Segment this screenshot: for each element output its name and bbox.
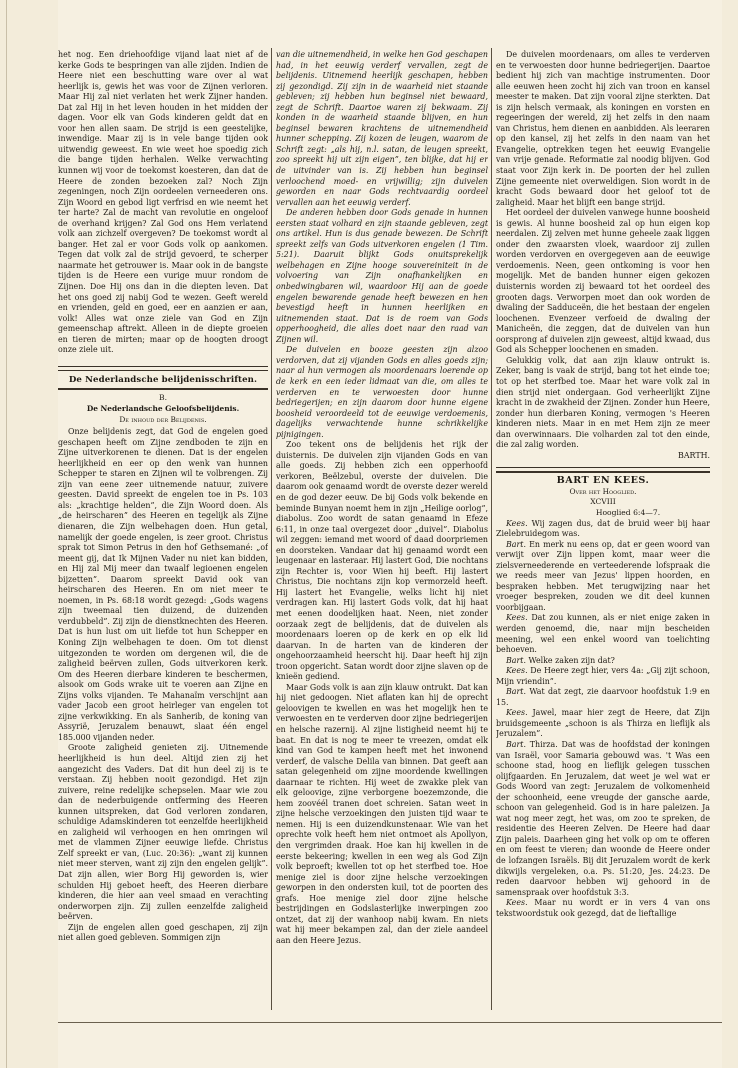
- bart-kees-reference: Hooglied 6:4—7.: [595, 507, 661, 517]
- column-2: [276, 50, 488, 1010]
- dialogue-list: [496, 519, 710, 920]
- dialogue-line: [496, 656, 710, 667]
- bart-rule-top: [496, 467, 710, 468]
- dialogue-line: [496, 613, 710, 655]
- dialogue-speaker: Bart.: [506, 687, 526, 697]
- dialogue-text: Wij zagen dus, dat de bruid weer bij haar Zielebruidegom was.: [496, 518, 710, 539]
- dialogue-line: [496, 687, 710, 708]
- column1-paragraph-top: het nog. Een driehoofdige vijand laat niet af de kerke Gods te bespringen van alle zijden. Indien de Heere niet een beschutting ware over al wat heerlijk is, gewis het was voor de Zijnen verloren. Maar Hij zal niet verlaten het werk Zijner handen. Dat zal Hij in het leven houden in het midden der dagen. Voor elk van Gods kinderen geldt dat en voor hen allen saam. De strijd is een geestelijke, inwendige. Maar zij is in vele bange tijden ook uitwendig geweest. En wie weet hoe spoedig zich die bange tijden herhalen. Welke verwachting kunnen wij voor de toekomst koesteren, dan dat de Heere de zonden bezoeken zal? Noch Zijn zegeningen, noch Zijn oordeelen verneederen ons. Zijn Woord en gebod ligt verfrisd en wie neemt het ter harte? Zal de macht van revolutie en ongeloof de overhand krijgen? Zal God ons Hem verlatend volk aan zichzelf overgeven? De toekomst wordt al banger. Het zal er voor Gods volk op aankomen. Tegen dat volk zal de strijd gevoerd, te scherper naarmate het getrouwer is. Maar ook in de bangste tijden is de Heere een vurige muur rondom de Zijnen. Doe Hij ons dan in die diepten leven. Dat het ons goed zij nabij God te wezen. Geeft wereld en vrienden, geld en goed, eer en aanzien er aan, volk! Alles wat onze ziele van God en Zijn gemeenschap aftrekt. Alleen in de diepte groeien en tieren de mirten; maar op de hoogten droogt onze ziele uit.: [58, 50, 268, 355]
- dialogue-text: De Heere zegt hier, vers 4a: „Gij zijt schoon, Mijn vriendin”.: [496, 666, 710, 686]
- dialogue-line: [496, 540, 710, 614]
- bart-kees-subtitle: Over het Hooglied.: [569, 486, 637, 496]
- column-rule-1: [271, 48, 272, 1010]
- dialogue-text: Thirza. Dat was de hoofdstad der koningen van Israël, voor Samaria gebouwd was. 't Was een schoone stad, hoog en lieflijk gelegen tusschen olijfgaarden. En Jeruzalem, dat weet je wel wat er Gods Woord van zegt: Jeruzalem de volkomenheid der schoonheid, eene vreugde der gansche aarde, schoon van gelegenheid. God is in hare paleizen. Ja wat nog meer zegt, het was, om zoo te spreken, de residentie des Heeren Zelven. De Heere had daar Zijn paleis. Daarheen ging het volk op om te offeren en om feest te vieren; dan woonde de Heere onder de lofzangen Israëls. Bij dit Jeruzalem wordt de kerk dikwijls vergeleken, o.a. Ps. 51:20, Jes. 24:23. De reden daarvoor hebben wij gehoord in de samenspraak over hoofdstuk 3:3.: [496, 740, 710, 897]
- bottom-rule: [58, 1022, 722, 1023]
- dialogue-speaker: Kees.: [506, 708, 528, 718]
- column2-paragraph: Zoo tekent ons de belijdenis het rijk der duisternis. De duivelen zijn vijanden Gods en van alle goeds. Zij hebben zich een opperhoofd verkoren, Beëlzebul, overste der duivelen. Die daarom ook genaamd wordt de overste dezer wereld en de god dezer eeuw. De bij Gods volk bekende en beminde Bunyan noemt hem in zijn „Heilige oorlog”, diabolus. Zoo wordt de satan genaamd in Efeze 6:11, in onze taal overgezet door „duivel”. Diabolus wil zeggen: iemand met woord of daad doorpriemen en doorsteken. Vandaar dat hij genaamd wordt een leugenaar en lasteraar. Hij lastert God, Die nochtans zijn Rechter is, voor Wien hij beeft. Hij lastert Christus, Die nochtans zijn kop vermorzeld heeft. Hij lastert het Evangelie, welks licht hij niet verdragen kan. Hij lastert Gods volk, dat hij haat met eenen doodelijken haat. Neen, niet zonder oorzaak zegt de belijdenis, dat de duivelen als moordenaars loeren op de kerk en op elk lid daarvan. In de harten van de kinderen der ongehoorzaamheid heerscht hij. Daar heeft hij zijn troon opgericht. Satan wordt door zijne slaven op de knieën gediend.: [276, 440, 488, 682]
- newspaper-page: [58, 0, 722, 1068]
- bart-kees-title: BART EN KEES.: [556, 475, 650, 487]
- dialogue-text: Wat dat zegt, zie daarvoor hoofdstuk 1:9 en 15.: [496, 687, 710, 707]
- dialogue-line: [496, 740, 710, 898]
- column1-paragraph: Onze belijdenis zegt, dat God de engelen goed geschapen heeft om Zijne zendboden te zijn en Zijne uitverkorenen te dienen. Dat is der engelen heerlijkheid en eer op den wenk van hunnen Schepper te staren en Zijnen wil te volbrengen. Zij zijn van eene zeer uitnemende natuur, zuivere geesten. David spreekt de engelen toe in Ps. 103 als: „krachtige helden”, die Zijn Woord doen. Als „de heirscharen” des Heeren en tegelijk als Zijne dienaren, die Zijn welbehagen doen. Hun getal, namelijk der goede engelen, is zeer groot. Christus sprak tot Simon Petrus in den hof Gethsemané: „of meent gij, dat Ik Mijnen Vader nu niet kan bidden, en Hij zal Mij meer dan twaalf legioenen engelen bijzetten”. Daarom spreekt David ook van heirscharen des Heeren. En om niet meer te noemen, in Ps. 68:18 wordt gezegd: „Gods wagens zijn tweemaal tien duizend, de duizenden verdubbeld”. Zij zijn de dienstknechten des Heeren. Dat is hun lust om uit liefde tot hun Schepper en Koning Zijn welbehagen te doen. Om tot dienst uitgezonden te worden om dergenen wil, die de zaligheid beërven zullen, Gods uitverkoren kerk. Om des Heeren dierbare kinderen te beschermen, alsook om Gods wrake uit te voeren aan Zijne en Zijns volks vijanden. Te Mahanaïm verschijnt aan vader Jacob een groot heirleger van engelen tot zijne verkwikking. En als Sanherib, de koning van Assyrië, Jeruzalem benauwt, slaat één engel 185.000 vijanden neder.: [58, 427, 268, 742]
- section-letter: B.: [159, 393, 167, 403]
- column2-paragraph: van die uitnemendheid, in welke hen God geschapen had, in het eeuwig verderf vervallen, zegt de belijdenis. Uitnemend heerlijk geschapen, hebben zij gezondigd. Zij zijn in de waarheid niet staande gebleven; zij hebben hun beginsel niet bewaard, zegt de Schrift. Daartoe waren zij bekwaam. Zij konden in de waarheid staande blijven, en hun beginsel bewaren krachtens de uitnemendheid hunner schepping. Zij kozen de leugen, waarom de Schrift zegt: „als hij, n.l. satan, de leugen spreekt, zoo spreekt hij uit zijn eigen”, ten blijke, dat hij er de uitvinder van is. Zij hebben hun beginsel verloochend moed- en vrijwillig; zijn duivelen geworden en naar Gods rechtvaardig oordeel vervallen aan het eeuwig verderf.: [276, 50, 488, 207]
- dialogue-speaker: Bart.: [506, 539, 526, 549]
- dialogue-speaker: Bart.: [506, 740, 526, 749]
- section-rule-top: [58, 366, 268, 367]
- section-title: De Nederlandsche belijdenisschriften.: [68, 374, 258, 385]
- column2-paragraph: Maar Gods volk is aan zijn klauw ontrukt. Dat kan hij niet gedoogen. Niet aflaten kan hij de oprecht geloovigen te kwellen en was het mogelijk hen te verwoesten en te verderven door zijne bedriegerijen en helsche razernij. Al zijne listigheid neemt hij te baat. En dat is nog te meer te vreezen, omdat elk kind van God te kampen heeft met het inwonend verderf, de valsche Delila van binnen. Dat geeft aan satan gelegenheid om zijne moordende kwellingen daarnaar te richten. Hij weet de zwakke plek van elk geloovige, zijne verborgene boezemzonde, die hem zoovéél tranen doet schreien. Satan weet in zijne helsche verzoekingen den juisten tijd waar te nemen. Hij is een duizendkunstenaar. Wie van het oprechte volk heeft hem niet ontmoet als Apollyon, den vergrimden draak. Hoe kan hij kwellen in de eerste bekeering; kwellen in een weg als God Zijn volk beproeft; kwellen tot op het sterfbed toe. Hoe menige ziel is door zijne helsche verzoekingen geworpen in den ondersten kuil, tot de poorten des grafs. Hoe menige ziel door zijne helsche bestrijdingen en Godslasterlijke inwerpingen zoo ontzet, dat zij der wanhoop nabij kwam. En niets wat hij meer bekampen zal, dan der ziele aandeel aan den Heere Jezus.: [276, 682, 488, 945]
- column-3: [496, 50, 710, 1010]
- dialogue-speaker: Kees.: [506, 666, 528, 676]
- dialogue-line: [496, 708, 710, 740]
- dialogue-text: Welke zaken zijn dat?: [525, 655, 615, 665]
- dialogue-speaker: Bart.: [506, 655, 526, 665]
- dialogue-speaker: Kees.: [506, 898, 528, 908]
- column2-paragraph: De anderen hebben door Gods genade in hunnen eersten staat volhard en zijn staande gebleven, zegt ons artikel. Hun is dus genade bewezen. De Schrift spreekt zelfs van Gods uitverkoren engelen (1 Tim. 5:21). Daaruit blijkt Gods onuitsprekelijk welbehagen en Zijne hooge souvereiniteit in de volvoering van Zijn onafhankelijken en onbedwingbaren wil, waardoor Hij aan de goede engelen bewarende genade heeft bewezen en hen bevestigd heeft in hunnen heerlijken en uitnemenden staat. Dat is de roem van Gods opperhoogheid, die alles doet naar den raad van Zijnen wil.: [276, 208, 488, 344]
- section-subsubtitle: De inhoud der Belijdenis.: [119, 414, 207, 424]
- dialogue-line: [496, 666, 710, 687]
- dialogue-text: Jawel, maar hier zegt de Heere, dat Zijn bruidsgemeente „schoon is als Thirza en lieflijk als Jeruzalem”.: [496, 708, 710, 739]
- dialogue-text: Maar nu wordt er in vers 4 van ons tekstwoordstuk ook gezegd, dat de lieftallige: [496, 898, 710, 918]
- dialogue-line: [496, 519, 710, 540]
- column-rule-2: [491, 48, 492, 1010]
- column2-paragraph: De duivelen en booze geesten zijn alzoo verdorven, dat zij vijanden Gods en alles goeds zijn; naar al hun vermogen als moordenaars loerende op de kerk en een ieder lidmaat van die, om alles te verderven en te verwoesten door hunne bedriegerijen; en zijn daarom door hunne eigene boosheid veroordeeld tot de eeuwige verdoemenis, dagelijks verwachtende hunne schrikkelijke pijnigingen.: [276, 345, 488, 439]
- dialogue-speaker: Kees.: [506, 613, 528, 623]
- column1-paragraph: Zijn de engelen allen goed geschapen, zij zijn niet allen goed gebleven. Sommigen zijn: [58, 922, 268, 943]
- author-signature: BARTH.: [678, 450, 710, 460]
- dialogue-line: [496, 898, 710, 919]
- bart-kees-number: XCVIII: [590, 497, 616, 507]
- column-1: [58, 50, 268, 1010]
- dialogue-speaker: Kees.: [506, 518, 528, 528]
- column3-paragraph: Gelukkig volk, dat aan zijn klauw ontrukt is. Zeker, bang is vaak de strijd, bang tot het einde toe; tot op het sterfbed toe. Maar het ware volk zal in dien strijd niet ondergaan. God verheerlijkt Zijne kracht in de zwakheid der Zijnen. Zonder hun Heere, zonder hun dierbaren Koning, vermogen 's Heeren kinderen niets. Maar in en met Hem zijn ze meer dan overwinnaars. Die volharden zal tot den einde, die zal zalig worden.: [496, 355, 710, 450]
- column3-paragraph: De duivelen moordenaars, om alles te verderven en te verwoesten door hunne bedriegerijen. Daartoe bedient hij zich van machtige instrumenten. Door alle eeuwen heen zocht hij zich van troon en kansel meester te maken. Dat zijn vooral zijne sterkten. Dat is zijn helsch vermaak, als koningen en vorsten en regeeringen der wereld, zij het zelfs in den naam van Christus, hem dienen en aanbidden. Als leeraren op den kansel, zij het zelfs in den naam van het Evangelie, optrekken tegen het eeuwig Evangelie van vrije genade. Reformatie zal noodig blijven. God staat voor Zijn kerk in. De poorten der hel zullen Zijne gemeente niet overweldigen. Sion wordt in de kracht Gods bewaard door het geloof tot de zaligheid. Maar het blijft een bange strijd.: [496, 50, 710, 207]
- column1-paragraph: Groote zaligheid genieten zij. Uitnemende heerlijkheid is hun deel. Altijd zien zij het aangezicht des Vaders. Dat dit hun deel zij is te verstaan. Zij hebben nooit gezondigd. Het zijn zuivere, reine redelijke schepselen. Maar wie zou dan de nederbuigende ontferming des Heeren kunnen uitspreken, dat God verloren zondaren, schuldige Adamskinderen tot eenzelfde heerlijkheid en zaligheid wil verhoogen en hen omringen wil met de vlammen Zijner eeuwige liefde. Christus Zelf spreekt er van, (Luc. 20:36): „want zij kunnen niet meer sterven, want zij zijn den engelen gelijk”. Dat zijn allen, wier Borg Hij geworden is, wier schulden Hij geboet heeft, des Heeren dierbare kinderen, die hier aan veel smaad en verachting onderworpen zijn. Zij zullen eenzelfde zaligheid beërven.: [58, 743, 268, 922]
- dialogue-text: Dat zou kunnen, als er niet enige zaken in werden genoemd, die, naar mijn bescheiden meening, wel een enkel woord van toelichting behoeven.: [496, 613, 710, 655]
- page-gutter-line: [6, 0, 7, 1068]
- dialogue-text: En merk nu eens op, dat er geen woord van verwijt over Zijn lippen komt, maar weer die zielsverneederende en verteederende lofspraak die we reeds meer van Jezus' lippen hoorden, en bespraken hebben. Met terugwijzing naar het vroeger bespreken, zouden we dit deel kunnen voorbijgaan.: [496, 539, 710, 612]
- column3-paragraph: Het oordeel der duivelen vanwege hunne boosheid is gewis. Al hunne boosheid zal op hun eigen kop neerdalen. Zij zelven met hunne geheele zaak liggen onder den zwaarsten vloek, waardoor zij zullen worden verdorven en overgegeven aan de eeuwige verdoemenis. Neen, geen ontkoming is voor hen mogelijk. Met de banden hunner eigen gekozen duisternis worden zij bewaard tot het oordeel des grooten dags. Verworpen moet dan ook worden de dwaling der Sadduceën, die het bestaan der engelen loochenen. Evenzeer verfoeid de dwaling der Manicheën, die zeggen, dat de duivelen van hun oorsprong af duivelen zijn geweest, altijd kwaad, dus God als Schepper loochenen en smaden.: [496, 208, 710, 355]
- section-rule-bottom: [58, 388, 268, 390]
- bart-rule-top-2: [496, 471, 710, 473]
- section-subtitle: De Nederlandsche Geloofsbelijdenis.: [86, 403, 240, 413]
- section-rule-top-2: [58, 370, 268, 371]
